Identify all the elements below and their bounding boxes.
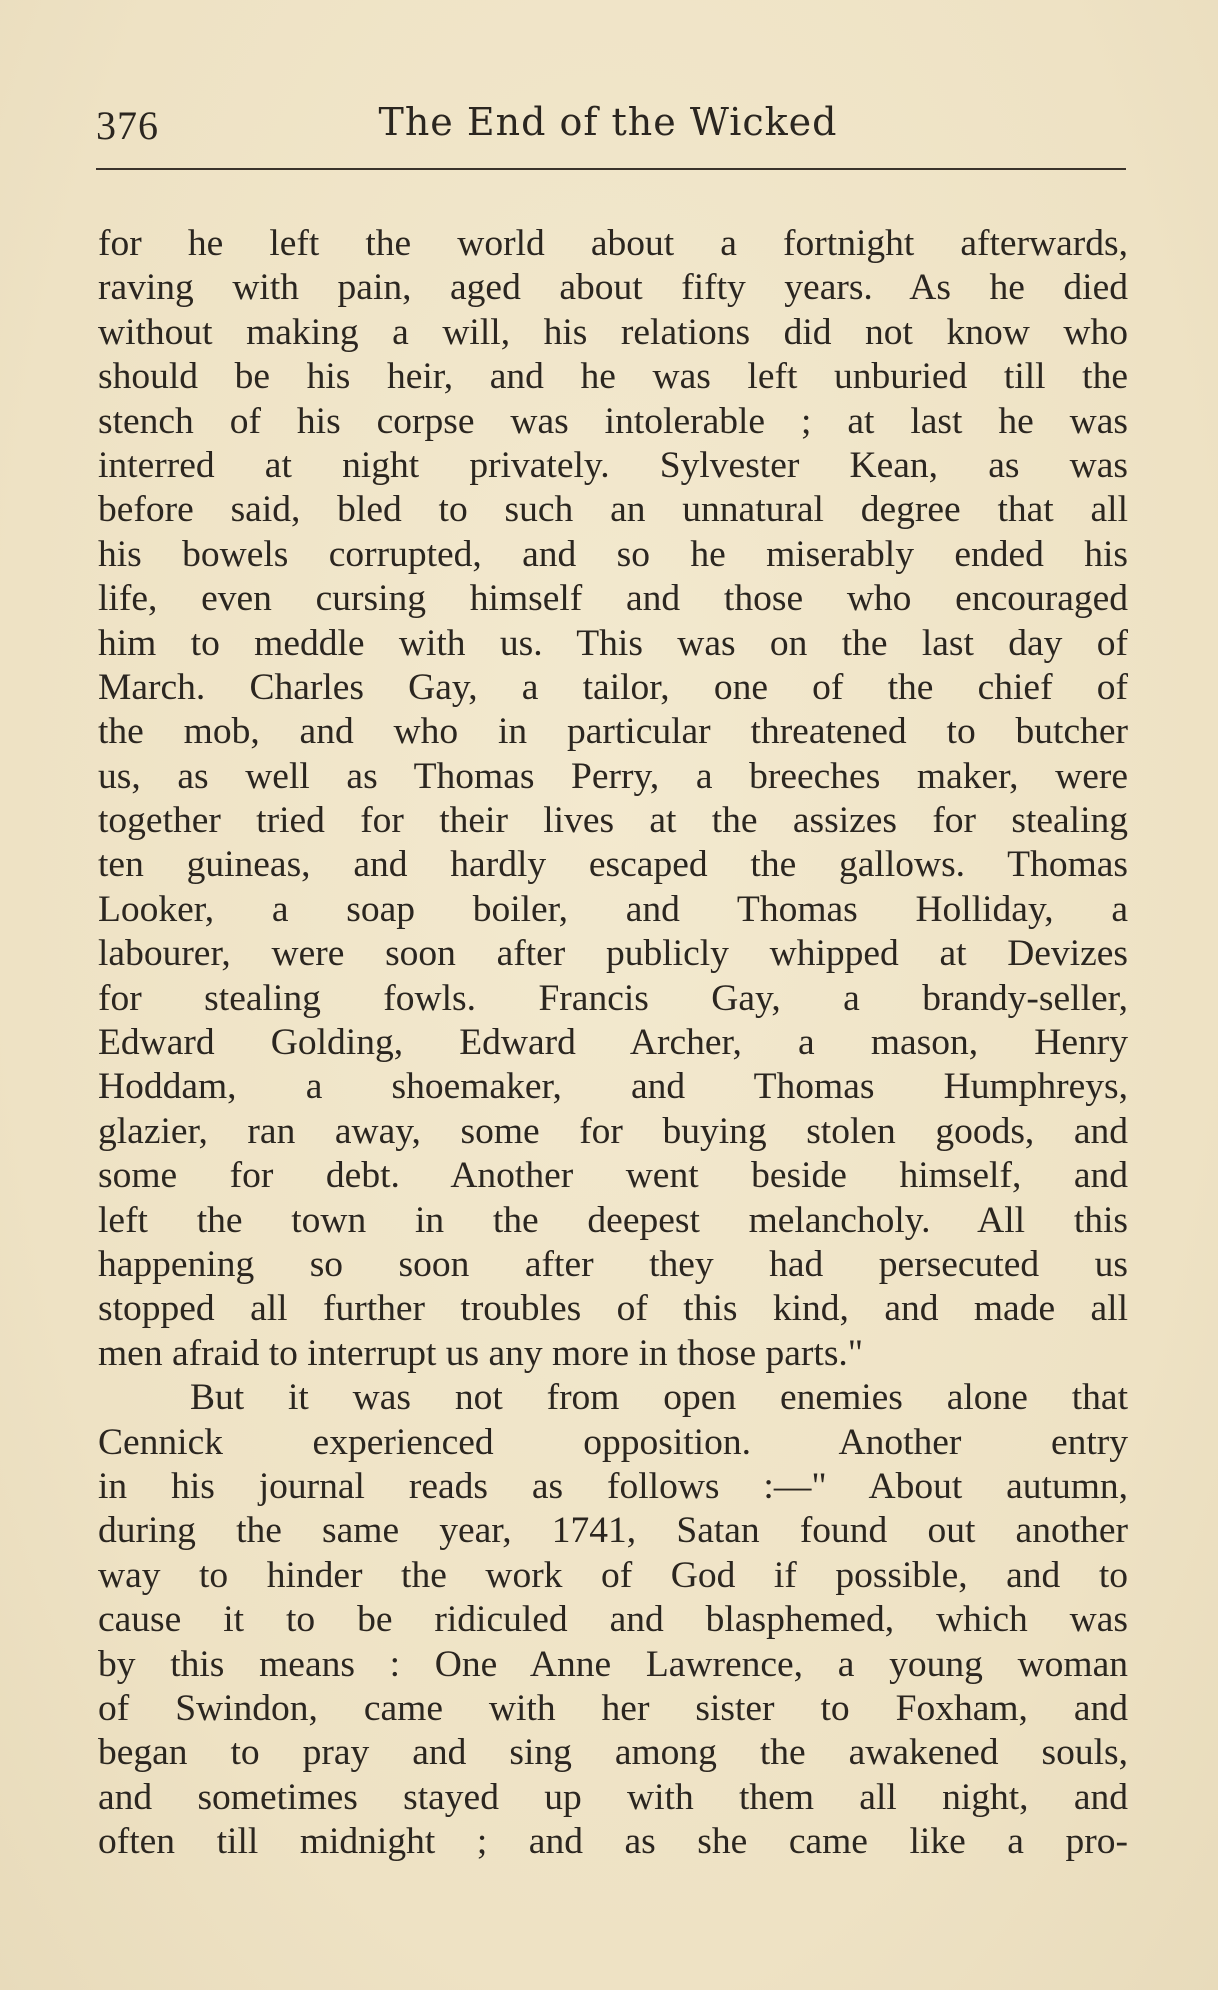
text-line: happening so soon after they had persecuted us	[98, 1243, 1128, 1285]
text-line: ten guineas, and hardly escaped the gallows. Thomas	[98, 844, 1128, 886]
paragraph-end-line: men afraid to interrupt us any more in those parts."	[98, 1332, 864, 1374]
text-line: left the town in the deepest melancholy. All this	[98, 1199, 1128, 1241]
body-text	[98, 222, 1128, 1864]
text-line: in his journal reads as follows :—" About autumn,	[98, 1465, 1128, 1507]
text-line: the mob, and who in particular threatened to butcher	[98, 711, 1128, 753]
text-line: March. Charles Gay, a tailor, one of the chief of	[98, 666, 1128, 708]
text-line: labourer, were soon after publicly whipped at Devizes	[98, 933, 1128, 975]
running-title: The End of the Wicked	[378, 100, 838, 144]
text-line: raving with pain, aged about fifty years. As he died	[98, 267, 1128, 309]
text-line: stench of his corpse was intolerable ; at last he was	[98, 400, 1128, 442]
text-line: some for debt. Another went beside himself, and	[98, 1155, 1128, 1197]
paragraph-start-line: But it was not from open enemies alone that	[190, 1377, 1128, 1419]
text-line: together tried for their lives at the assizes for stealing	[98, 800, 1128, 842]
text-line: way to hinder the work of God if possible, and to	[98, 1554, 1128, 1596]
text-line: glazier, ran away, some for buying stolen goods, and	[98, 1110, 1128, 1152]
text-line: life, even cursing himself and those who encouraged	[98, 578, 1128, 620]
text-line: during the same year, 1741, Satan found out another	[98, 1510, 1128, 1552]
text-line: of Swindon, came with her sister to Foxham, and	[98, 1687, 1128, 1729]
text-line: his bowels corrupted, and so he miserably ended his	[98, 533, 1128, 575]
page-header	[96, 96, 1130, 156]
text-line: for he left the world about a fortnight afterwards,	[98, 223, 1128, 264]
text-line: before said, bled to such an unnatural degree that all	[98, 489, 1128, 531]
text-line: Cennick experienced opposition. Another entry	[98, 1421, 1128, 1463]
text-line: began to pray and sing among the awakened souls,	[98, 1732, 1128, 1774]
text-line: us, as well as Thomas Perry, a breeches maker, were	[98, 755, 1128, 797]
text-line: him to meddle with us. This was on the last day of	[98, 622, 1128, 664]
text-line: interred at night privately. Sylvester Kean, as was	[98, 444, 1128, 486]
text-line: often till midnight ; and as she came like a pro-	[98, 1821, 1128, 1863]
text-line: Hoddam, a shoemaker, and Thomas Humphreys,	[98, 1066, 1128, 1108]
page-number: 376	[96, 103, 159, 148]
text-line: and sometimes stayed up with them all night, and	[98, 1776, 1128, 1818]
text-line: for stealing fowls. Francis Gay, a brandy-seller,	[98, 977, 1128, 1019]
text-line: cause it to be ridiculed and blasphemed, which was	[98, 1599, 1128, 1641]
text-line: without making a will, his relations did not know who	[98, 311, 1128, 353]
text-line: stopped all further troubles of this kind, and made all	[98, 1288, 1128, 1330]
header-rule	[96, 168, 1126, 170]
text-line: by this means : One Anne Lawrence, a young woman	[98, 1643, 1128, 1685]
text-line: Looker, a soap boiler, and Thomas Holliday, a	[98, 888, 1128, 930]
text-line: should be his heir, and he was left unburied till the	[98, 356, 1128, 398]
text-line: Edward Golding, Edward Archer, a mason, Henry	[98, 1022, 1128, 1064]
